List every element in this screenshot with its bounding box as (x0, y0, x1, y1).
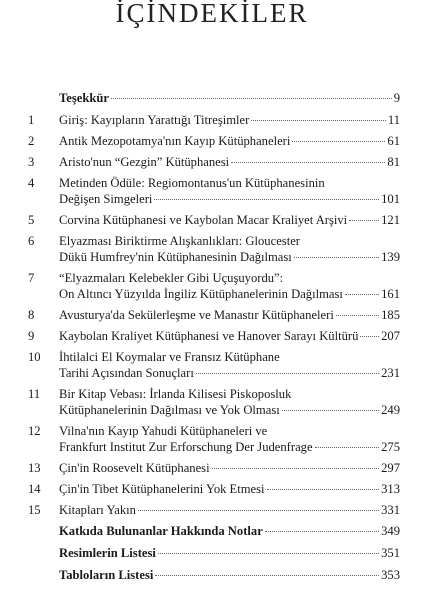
chapter-number: 14 (28, 482, 41, 496)
toc-entry[interactable] (28, 328, 400, 344)
entry-title: Teşekkür (59, 91, 109, 105)
page-number: 101 (381, 192, 400, 206)
dot-leader (154, 199, 379, 200)
chapter-number: 9 (28, 329, 35, 343)
dot-leader (155, 575, 379, 576)
chapter-number: 13 (28, 461, 41, 475)
entry-title: “Elyazmaları Kelebekler Gibi Uçuşuyordu”: (59, 271, 284, 285)
toc-entry[interactable] (28, 112, 400, 128)
table-of-contents (28, 90, 400, 589)
dot-leader (336, 315, 379, 316)
dot-leader (294, 257, 379, 258)
entry-title: Kütüphanelerinin Dağılması ve Yok Olması (59, 403, 280, 417)
page-number: 331 (381, 503, 400, 517)
dot-leader (267, 489, 380, 490)
dot-leader (212, 468, 380, 469)
page-number: 61 (387, 134, 400, 148)
toc-entry[interactable] (28, 270, 400, 302)
dot-leader (111, 98, 392, 99)
entry-title: Giriş: Kayıpların Yarattığı Titreşimler (59, 113, 250, 127)
toc-entry[interactable] (28, 386, 400, 418)
entry-title: İhtilalci El Koymalar ve Fransız Kütüphane (59, 350, 280, 364)
dot-leader (138, 510, 379, 511)
toc-entry[interactable] (28, 523, 400, 539)
toc-entry[interactable] (28, 90, 400, 106)
chapter-number: 10 (28, 350, 41, 364)
toc-entry[interactable] (28, 133, 400, 149)
entry-title: Corvina Kütüphanesi ve Kaybolan Macar Kraliyet Arşivi (59, 213, 348, 227)
page-number: 351 (381, 546, 400, 560)
chapter-number: 6 (28, 234, 35, 248)
chapter-number: 15 (28, 503, 41, 517)
toc-entry[interactable] (28, 349, 400, 381)
entry-title: Tarihi Açısından Sonuçları (59, 366, 194, 380)
toc-entry[interactable] (28, 154, 400, 170)
dot-leader (231, 162, 385, 163)
entry-title: Bir Kitap Vebası: İrlanda Kilisesi Piskoposluk (59, 387, 292, 401)
page-number: 121 (381, 213, 400, 227)
entry-title: Çin'in Tibet Kütüphanelerini Yok Etmesi (59, 482, 265, 496)
chapter-number: 3 (28, 155, 35, 169)
chapter-number: 2 (28, 134, 35, 148)
chapter-number: 5 (28, 213, 35, 227)
entry-title: Katkıda Bulunanlar Hakkında Notlar (59, 524, 263, 538)
toc-entry[interactable] (28, 233, 400, 265)
dot-leader (282, 410, 379, 411)
dot-leader (315, 447, 380, 448)
entry-title: Çin'in Roosevelt Kütüphanesi (59, 461, 210, 475)
page-number: 249 (381, 403, 400, 417)
entry-title: Değişen Simgeleri (59, 192, 153, 206)
entry-title: Aristo'nun “Gezgin” Kütüphanesi (59, 155, 230, 169)
entry-title: Antik Mezopotamya'nın Kayıp Kütüphaneleri (59, 134, 291, 148)
toc-entry[interactable] (28, 423, 400, 455)
dot-leader (360, 336, 379, 337)
toc-entry[interactable] (28, 481, 400, 497)
toc-entry[interactable] (28, 545, 400, 561)
toc-entry[interactable] (28, 502, 400, 518)
page-number: 313 (381, 482, 400, 496)
page-number: 275 (381, 440, 400, 454)
toc-entry[interactable] (28, 567, 400, 583)
dot-leader (292, 141, 385, 142)
entry-title: Tabloların Listesi (59, 568, 154, 582)
chapter-number: 8 (28, 308, 35, 322)
page-number: 11 (387, 113, 400, 127)
page-number: 161 (381, 287, 400, 301)
entry-title: Vilna'nın Kayıp Yahudi Kütüphaneleri ve (59, 424, 268, 438)
chapter-number: 12 (28, 424, 41, 438)
entry-title: Kaybolan Kraliyet Kütüphanesi ve Hanover Sarayı Kültürü (59, 329, 359, 343)
entry-title: Resimlerin Listesi (59, 546, 156, 560)
dot-leader (349, 220, 379, 221)
entry-title: Dükü Humfrey'nin Kütüphanesinin Dağılması (59, 250, 292, 264)
page-number: 353 (381, 568, 400, 582)
page-number: 297 (381, 461, 400, 475)
dot-leader (196, 373, 379, 374)
page-number: 231 (381, 366, 400, 380)
chapter-number: 11 (28, 387, 41, 401)
page-number: 9 (393, 91, 400, 105)
page-number: 185 (381, 308, 400, 322)
toc-entry[interactable] (28, 307, 400, 323)
entry-title: Avusturya'da Sekülerleşme ve Manastır Kütüphaneleri (59, 308, 334, 322)
dot-leader (265, 531, 379, 532)
toc-entry[interactable] (28, 175, 400, 207)
page-number: 207 (381, 329, 400, 343)
chapter-number: 7 (28, 271, 35, 285)
entry-title: Metinden Ödüle: Regiomontanus'un Kütüphanesinin (59, 176, 325, 190)
page-title: İÇİNDEKİLER (115, 0, 309, 28)
toc-entry[interactable] (28, 212, 400, 228)
dot-leader (158, 553, 379, 554)
chapter-number: 4 (28, 176, 35, 190)
entry-title: On Altıncı Yüzyılda İngiliz Kütüphanelerinin Dağılması (59, 287, 343, 301)
page-number: 349 (381, 524, 400, 538)
entry-title: Elyazması Biriktirme Alışkanlıkları: Gloucester (59, 234, 300, 248)
dot-leader (345, 294, 379, 295)
toc-entry[interactable] (28, 460, 400, 476)
dot-leader (251, 120, 386, 121)
entry-title: Frankfurt Institut Zur Erforschung Der Judenfrage (59, 440, 313, 454)
page-number: 139 (381, 250, 400, 264)
entry-title: Kitapları Yakın (59, 503, 136, 517)
chapter-number: 1 (28, 113, 35, 127)
page-number: 81 (387, 155, 400, 169)
